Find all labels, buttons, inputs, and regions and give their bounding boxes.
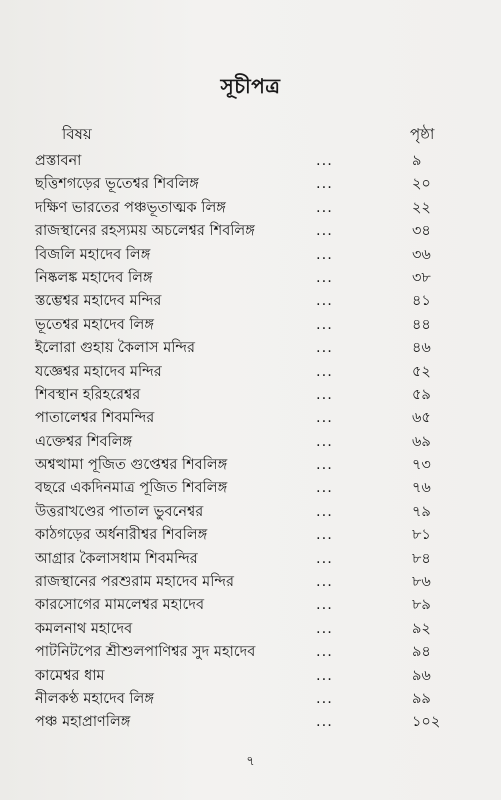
toc-entry	[0, 197, 501, 220]
toc-entry-page: ৪৪	[412, 316, 431, 333]
toc-entry-title: বিজলি মহাদেব লিঙ্গ	[35, 246, 151, 263]
page-title: সূচীপত্র	[220, 74, 281, 98]
toc-entry-page: ৬৫	[412, 410, 431, 427]
toc-entry-page: ৫২	[412, 363, 431, 380]
toc-entry-leader: ...	[316, 293, 333, 310]
toc-entry-title: পাটনিটপের শ্রীশুলপাণিশ্বর সুদ মহাদেব	[35, 644, 256, 661]
toc-entry	[0, 665, 501, 688]
toc-entry-title: যজ্ঞেশ্বর মহাদেব মন্দির	[35, 363, 162, 380]
toc-entry	[0, 548, 501, 571]
toc-entry-page: ২০	[412, 176, 431, 193]
toc-entry-page: ৯২	[412, 620, 431, 637]
toc-entry-leader: ...	[316, 340, 333, 357]
toc-entry-title: এক্তেশ্বর শিবলিঙ্গ	[35, 433, 133, 450]
toc-entry-leader: ...	[316, 433, 333, 450]
toc-entry-leader: ...	[316, 667, 333, 684]
toc-entry-leader: ...	[316, 503, 333, 520]
toc-entry-leader: ...	[316, 223, 333, 240]
toc-entry	[0, 407, 501, 430]
toc-entry-leader: ...	[316, 363, 333, 380]
toc-entry	[0, 571, 501, 594]
toc-entry	[0, 431, 501, 454]
column-header-subject: বিষয়	[62, 125, 92, 143]
toc-entry-page: ৯৪	[412, 644, 431, 661]
toc-entry-leader: ...	[316, 386, 333, 403]
toc-entry-page: ৬৯	[412, 433, 431, 450]
toc-entry-leader: ...	[316, 620, 333, 637]
toc-entry-title: স্তম্ভেশ্বর মহাদেব মন্দির	[35, 293, 162, 310]
toc-entry	[0, 173, 501, 196]
toc-entry	[0, 688, 501, 711]
toc-entry-title: ছত্তিশগড়ের ভূতেশ্বর শিবলিঙ্গ	[35, 176, 199, 193]
toc-entry	[0, 220, 501, 243]
toc-entry-page: ৩৮	[412, 269, 431, 286]
toc-entry	[0, 244, 501, 267]
toc-entry-leader: ...	[316, 690, 333, 707]
toc-entry-leader: ...	[316, 457, 333, 474]
toc-entry-title: নিষ্কলঙ্ক মহাদেব লিঙ্গ	[35, 269, 153, 286]
toc-entry-title: কামেশ্বর ধাম	[35, 667, 105, 684]
toc-entry-page: ৯৯	[412, 690, 431, 707]
toc-entry-title: ভূতেশ্বর মহাদেব লিঙ্গ	[35, 316, 154, 333]
toc-entry	[0, 290, 501, 313]
toc-entry-page: ৭৯	[412, 503, 431, 520]
toc-entry-leader: ...	[316, 269, 333, 286]
toc-entry-leader: ...	[316, 550, 333, 567]
toc-entry-leader: ...	[316, 574, 333, 591]
toc-entry-leader: ...	[316, 480, 333, 497]
toc-entry	[0, 384, 501, 407]
toc-entry-title: ইলোরা গুহায় কৈলাস মন্দির	[35, 340, 196, 357]
toc-entry	[0, 594, 501, 617]
toc-entry	[0, 150, 501, 173]
toc-entry-leader: ...	[316, 246, 333, 263]
toc-entry	[0, 337, 501, 360]
toc-entry-page: ৮৪	[412, 550, 431, 567]
toc-entry-title: পাতালেশ্বর শিবমন্দির	[35, 410, 155, 427]
toc-entry	[0, 641, 501, 664]
toc-entry-leader: ...	[316, 714, 333, 731]
toc-entry-page: ২২	[412, 199, 431, 216]
toc-entry-page: ১০২	[412, 714, 441, 731]
toc-entry	[0, 524, 501, 547]
toc-entry-title: কমলনাথ মহাদেব	[35, 620, 133, 637]
toc-entry-title: নীলকণ্ঠ মহাদেব লিঙ্গ	[35, 690, 154, 707]
toc-entry	[0, 361, 501, 384]
toc-entry-page: ৮১	[412, 527, 431, 544]
toc-entry-page: ৮৯	[412, 597, 431, 614]
toc-entry	[0, 454, 501, 477]
toc-entry-leader: ...	[316, 153, 333, 169]
toc-entry-title: শিবস্থান হরিহরেশ্বর	[35, 386, 141, 403]
toc-entry	[0, 314, 501, 337]
column-header-page: পৃষ্ঠা	[410, 125, 435, 143]
toc-entry-leader: ...	[316, 410, 333, 427]
table-of-contents	[0, 150, 501, 735]
toc-entry-page: ৮৬	[412, 574, 431, 591]
toc-entry-page: ৫৯	[412, 386, 431, 403]
toc-entry-leader: ...	[316, 644, 333, 661]
toc-entry	[0, 618, 501, 641]
toc-entry-leader: ...	[316, 316, 333, 333]
toc-entry	[0, 477, 501, 500]
toc-entry-title: পঞ্চ মহাপ্রাণলিঙ্গ	[35, 714, 131, 731]
toc-entry-title: আগ্রার কৈলাসধাম শিবমন্দির	[35, 550, 198, 567]
toc-entry-page: ৯	[412, 153, 422, 169]
toc-entry-leader: ...	[316, 527, 333, 544]
toc-entry-page: ৪১	[412, 293, 431, 310]
toc-entry-title: উত্তরাখণ্ডের পাতাল ভুবনেশ্বর	[35, 503, 204, 520]
toc-entry-title: প্রস্তাবনা	[35, 153, 82, 169]
toc-entry-title: কাঠগড়ের অর্ধনারীশ্বর শিবলিঙ্গ	[35, 527, 208, 544]
toc-entry-page: ৪৬	[412, 340, 431, 357]
toc-entry-title: রাজস্থানের রহস্যময় অচলেশ্বর শিবলিঙ্গ	[35, 223, 255, 240]
toc-entry	[0, 267, 501, 290]
toc-entry-page: ৩৪	[412, 223, 431, 240]
toc-entry-title: অশ্বত্থামা পূজিত গুপ্তেশ্বর শিবলিঙ্গ	[35, 457, 228, 474]
toc-entry-title: বছরে একদিনমাত্র পূজিত শিবলিঙ্গ	[35, 480, 228, 497]
toc-entry-page: ৩৬	[412, 246, 431, 263]
toc-entry-title: কারসোগের মামলেশ্বর মহাদেব	[35, 597, 205, 614]
toc-entry-leader: ...	[316, 597, 333, 614]
toc-entry	[0, 501, 501, 524]
toc-entry-title: রাজস্থানের পরশুরাম মহাদেব মন্দির	[35, 574, 234, 591]
toc-entry-leader: ...	[316, 199, 333, 216]
toc-entry	[0, 711, 501, 734]
toc-entry-page: ৭৩	[412, 457, 431, 474]
toc-entry-page: ৭৬	[412, 480, 431, 497]
toc-entry-title: দক্ষিণ ভারতের পঞ্চভূতাত্মক লিঙ্গ	[35, 199, 226, 216]
toc-entry-page: ৯৬	[412, 667, 431, 684]
toc-entry-leader: ...	[316, 176, 333, 193]
page-number: ৭	[246, 754, 255, 769]
